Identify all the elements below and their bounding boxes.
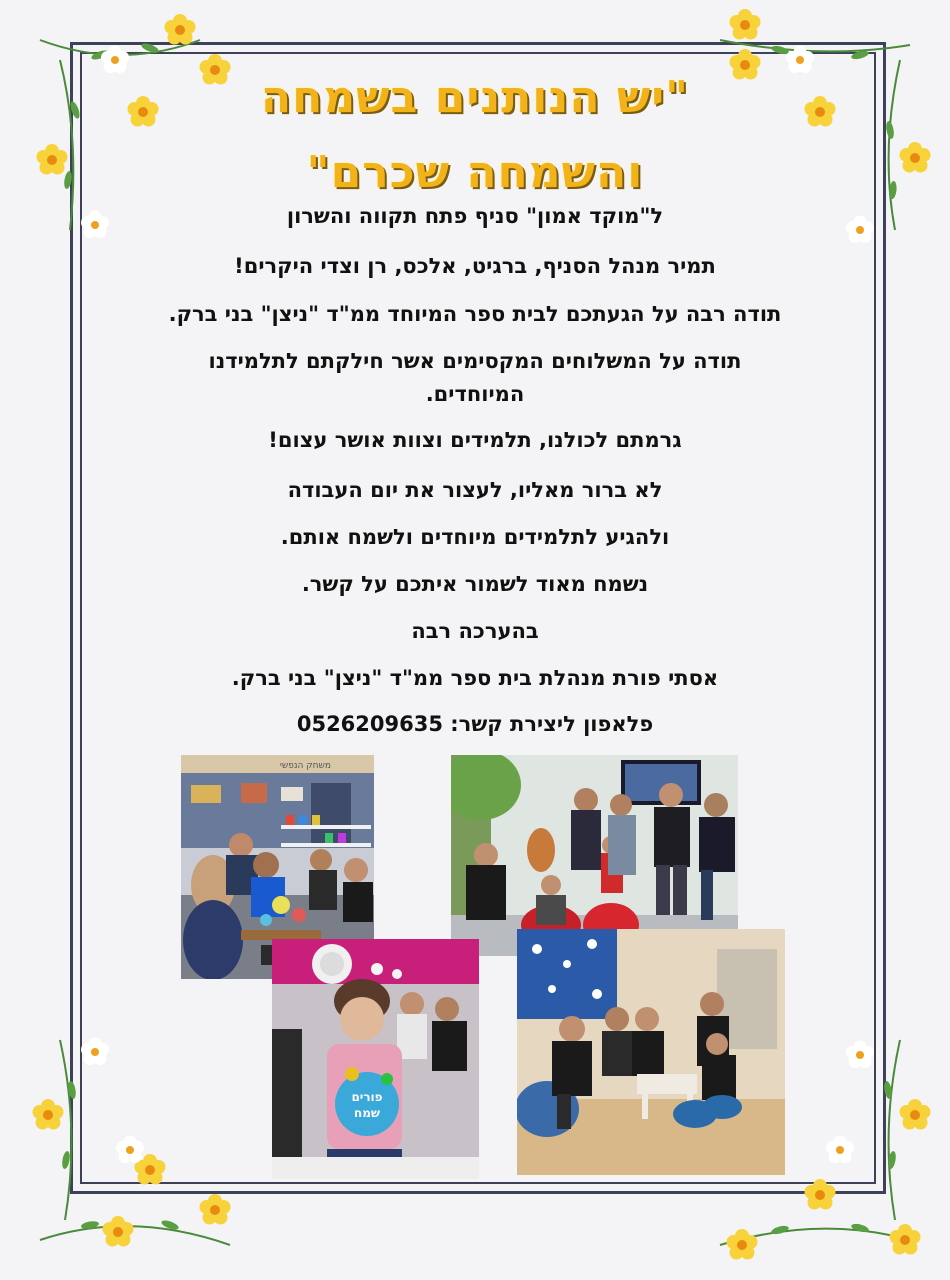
contact-phone-line: פלאפון ליצירת קשר: 0526209635 [296,712,654,736]
thanks-packages-line-cont: המיוחדים. [425,382,525,406]
greeting-line: תמיר מנהל הסניף, ברגיט, אלכס, רן וצדי היקרים! [234,254,716,278]
poster-title-line-1: "יש הנותנים בשמחה [260,72,690,123]
purim-girl-scene [272,939,479,1179]
addressee-line: ל"מוקד אמון" סניף פתח תקווה והשרון [286,204,664,228]
keep-in-touch-line: נשמח מאוד לשמור איתכם על קשר. [301,572,649,596]
thanks-packages-line: תודה על המשלוחים המקסימים אשר חילקתם לתלמידנו [208,349,742,373]
sitting-group-scene [517,929,785,1175]
not-obvious-line: לא ברור מאליו, לעצור את יום העבודה [287,478,663,502]
joy-line: גרמתם לכולנו, תלמידים וצוות אושר עצום! [268,428,682,452]
signature-line: אסתי פורת מנהלת בית ספר ממ"ד "ניצן" בני ברק. [231,666,719,690]
regards-line: בהערכה רבה [411,619,539,643]
photo-purim-girl [272,939,479,1179]
purim-sign-line2: שמח [353,1106,381,1120]
poster-title-line-2: והשמחה שכרם" [306,147,644,198]
flowers-bottom-left [33,1038,231,1247]
group-beanbags-scene [451,755,738,956]
reach-students-line: ולהגיע לתלמידים מיוחדים ולשמח אותם. [280,525,670,549]
photo-sitting-group [517,929,785,1175]
photo-group-beanbags [451,755,738,956]
classroom-sign: משחק הנפשי [279,761,331,771]
thanks-visit-line: תודה רבה על הגעתכם לבית ספר המיוחד ממ"ד "ניצן" בני ברק. [168,302,782,326]
purim-sign-line1: פורים [351,1090,383,1104]
